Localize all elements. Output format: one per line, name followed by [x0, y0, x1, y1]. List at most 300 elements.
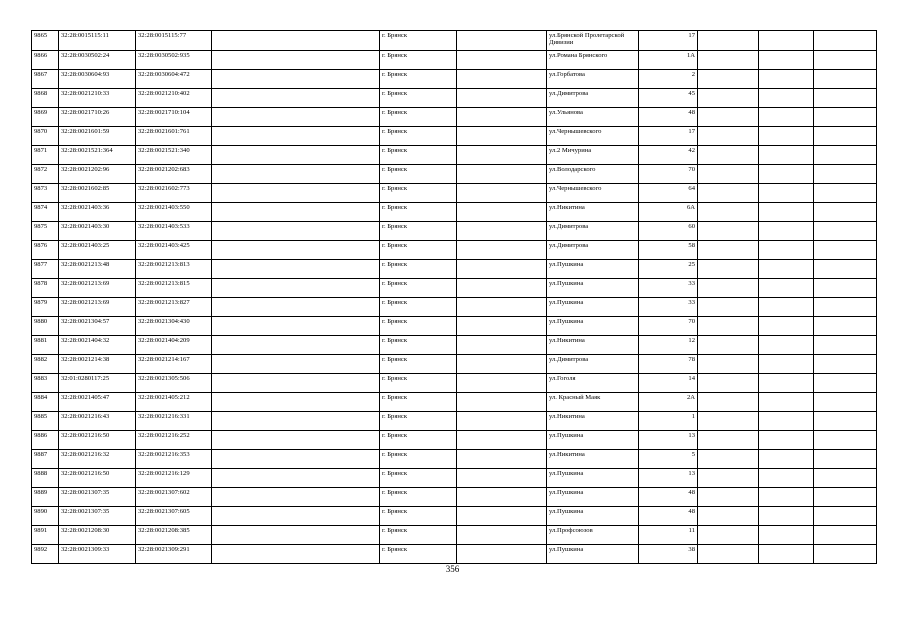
table-row [32, 526, 877, 545]
street-cell: ул.Романа Брянского [547, 51, 639, 70]
house-number-cell: 25 [639, 260, 698, 279]
cadastral-quarter-cell: 32:28:0021202:96 [59, 165, 136, 184]
empty-cell [212, 526, 380, 545]
house-number-cell: 14 [639, 374, 698, 393]
row-number-cell: 9869 [32, 108, 59, 127]
empty-cell [457, 374, 547, 393]
empty-cell [212, 374, 380, 393]
cadastral-number-cell: 32:28:0021214:167 [136, 355, 212, 374]
empty-cell [212, 165, 380, 184]
cadastral-number-cell: 32:28:0021405:212 [136, 393, 212, 412]
street-cell: ул.2 Мичурина [547, 146, 639, 165]
cadastral-quarter-cell: 32:28:0030502:24 [59, 51, 136, 70]
cadastral-quarter-cell: 32:28:0021601:59 [59, 127, 136, 146]
empty-cell [212, 412, 380, 431]
city-cell: г. Брянск [380, 374, 457, 393]
empty-cell [698, 89, 759, 108]
empty-cell [814, 431, 877, 450]
city-cell: г. Брянск [380, 507, 457, 526]
cadastral-number-cell: 32:28:0021403:550 [136, 203, 212, 222]
empty-cell [814, 165, 877, 184]
empty-cell [457, 412, 547, 431]
empty-cell [212, 203, 380, 222]
house-number-cell: 64 [639, 184, 698, 203]
street-cell: ул.Гоголя [547, 374, 639, 393]
empty-cell [759, 355, 814, 374]
empty-cell [814, 89, 877, 108]
table-row [32, 89, 877, 108]
row-number-cell: 9872 [32, 165, 59, 184]
cadastral-quarter-cell: 32:28:0021208:30 [59, 526, 136, 545]
cadastral-quarter-cell: 32:28:0021404:32 [59, 336, 136, 355]
table-row [32, 260, 877, 279]
empty-cell [457, 279, 547, 298]
street-cell: ул.Никитина [547, 203, 639, 222]
empty-cell [814, 507, 877, 526]
cadastral-number-cell: 32:28:0021710:104 [136, 108, 212, 127]
cadastral-quarter-cell: 32:28:0021403:25 [59, 241, 136, 260]
row-number-cell: 9868 [32, 89, 59, 108]
street-cell: ул.Пушкина [547, 317, 639, 336]
empty-cell [759, 374, 814, 393]
empty-cell [814, 412, 877, 431]
empty-cell [457, 298, 547, 317]
cadastral-quarter-cell: 32:28:0021521:364 [59, 146, 136, 165]
empty-cell [814, 526, 877, 545]
street-cell: ул.Володарского [547, 165, 639, 184]
row-number-cell: 9879 [32, 298, 59, 317]
cadastral-quarter-cell: 32:28:0021210:33 [59, 89, 136, 108]
empty-cell [212, 108, 380, 127]
row-number-cell: 9886 [32, 431, 59, 450]
row-number-cell: 9873 [32, 184, 59, 203]
empty-cell [759, 51, 814, 70]
cadastral-number-cell: 32:28:0021216:331 [136, 412, 212, 431]
empty-cell [814, 355, 877, 374]
house-number-cell: 58 [639, 241, 698, 260]
table-row [32, 507, 877, 526]
cadastral-quarter-cell: 32:28:0021216:50 [59, 469, 136, 488]
cadastral-quarter-cell: 32:28:0021213:69 [59, 298, 136, 317]
city-cell: г. Брянск [380, 51, 457, 70]
empty-cell [759, 165, 814, 184]
empty-cell [698, 374, 759, 393]
empty-cell [457, 31, 547, 51]
empty-cell [212, 355, 380, 374]
empty-cell [212, 89, 380, 108]
empty-cell [698, 184, 759, 203]
empty-cell [814, 203, 877, 222]
table-row [32, 203, 877, 222]
city-cell: г. Брянск [380, 241, 457, 260]
empty-cell [814, 393, 877, 412]
empty-cell [698, 317, 759, 336]
row-number-cell: 9871 [32, 146, 59, 165]
empty-cell [457, 70, 547, 89]
empty-cell [759, 393, 814, 412]
cadastral-quarter-cell: 32:28:0021304:57 [59, 317, 136, 336]
empty-cell [698, 241, 759, 260]
house-number-cell: 2А [639, 393, 698, 412]
house-number-cell: 17 [639, 31, 698, 51]
city-cell: г. Брянск [380, 488, 457, 507]
street-cell: ул.Пушкина [547, 279, 639, 298]
cadastral-quarter-cell: 32:28:0021214:38 [59, 355, 136, 374]
cadastral-number-cell: 32:28:0021403:425 [136, 241, 212, 260]
row-number-cell: 9888 [32, 469, 59, 488]
empty-cell [814, 374, 877, 393]
city-cell: г. Брянск [380, 165, 457, 184]
table-row [32, 184, 877, 203]
cadastral-quarter-cell: 32:28:0030604:93 [59, 70, 136, 89]
city-cell: г. Брянск [380, 89, 457, 108]
empty-cell [698, 507, 759, 526]
table-row [32, 108, 877, 127]
empty-cell [759, 260, 814, 279]
cadastral-number-cell: 32:28:0021210:402 [136, 89, 212, 108]
empty-cell [212, 184, 380, 203]
empty-cell [457, 260, 547, 279]
city-cell: г. Брянск [380, 469, 457, 488]
empty-cell [457, 165, 547, 184]
cadastral-number-cell: 32:28:0021601:761 [136, 127, 212, 146]
empty-cell [698, 70, 759, 89]
city-cell: г. Брянск [380, 146, 457, 165]
empty-cell [759, 317, 814, 336]
empty-cell [457, 526, 547, 545]
table-row [32, 412, 877, 431]
house-number-cell: 38 [639, 545, 698, 564]
cadastral-number-cell: 32:28:0021521:340 [136, 146, 212, 165]
table-row [32, 146, 877, 165]
row-number-cell: 9892 [32, 545, 59, 564]
empty-cell [759, 89, 814, 108]
table-row [32, 279, 877, 298]
street-cell: ул.Пушкина [547, 507, 639, 526]
empty-cell [457, 431, 547, 450]
empty-cell [212, 298, 380, 317]
empty-cell [457, 336, 547, 355]
empty-cell [814, 298, 877, 317]
city-cell: г. Брянск [380, 336, 457, 355]
empty-cell [814, 260, 877, 279]
city-cell: г. Брянск [380, 355, 457, 374]
empty-cell [698, 31, 759, 51]
row-number-cell: 9889 [32, 488, 59, 507]
house-number-cell: 60 [639, 222, 698, 241]
empty-cell [212, 393, 380, 412]
page-number: 356 [445, 564, 460, 574]
empty-cell [759, 545, 814, 564]
empty-cell [212, 146, 380, 165]
empty-cell [212, 450, 380, 469]
row-number-cell: 9875 [32, 222, 59, 241]
city-cell: г. Брянск [380, 393, 457, 412]
empty-cell [814, 450, 877, 469]
cadastral-number-cell: 32:28:0021404:209 [136, 336, 212, 355]
row-number-cell: 9881 [32, 336, 59, 355]
street-cell: ул.Горбатова [547, 70, 639, 89]
cadastral-quarter-cell: 32:28:0021307:35 [59, 488, 136, 507]
house-number-cell: 48 [639, 507, 698, 526]
row-number-cell: 9885 [32, 412, 59, 431]
city-cell: г. Брянск [380, 450, 457, 469]
empty-cell [457, 89, 547, 108]
empty-cell [212, 241, 380, 260]
street-cell: ул.Пушкина [547, 469, 639, 488]
city-cell: г. Брянск [380, 279, 457, 298]
cadastral-quarter-cell: 32:28:0021403:36 [59, 203, 136, 222]
empty-cell [698, 488, 759, 507]
street-cell: ул.Димитрова [547, 355, 639, 374]
house-number-cell: 1 [639, 412, 698, 431]
empty-cell [759, 108, 814, 127]
house-number-cell: 2 [639, 70, 698, 89]
empty-cell [457, 317, 547, 336]
empty-cell [698, 336, 759, 355]
cadastral-number-cell: 32:28:0030604:472 [136, 70, 212, 89]
table-row [32, 374, 877, 393]
table-row [32, 393, 877, 412]
table-row [32, 488, 877, 507]
table-row [32, 298, 877, 317]
table-row [32, 222, 877, 241]
street-cell: ул.Димитрова [547, 222, 639, 241]
row-number-cell: 9877 [32, 260, 59, 279]
empty-cell [814, 488, 877, 507]
empty-cell [814, 31, 877, 51]
street-cell: ул.Димитрова [547, 241, 639, 260]
empty-cell [212, 336, 380, 355]
row-number-cell: 9884 [32, 393, 59, 412]
house-number-cell: 33 [639, 298, 698, 317]
empty-cell [814, 241, 877, 260]
row-number-cell: 9883 [32, 374, 59, 393]
empty-cell [212, 431, 380, 450]
row-number-cell: 9870 [32, 127, 59, 146]
row-number-cell: 9867 [32, 70, 59, 89]
table-row [32, 165, 877, 184]
empty-cell [457, 203, 547, 222]
empty-cell [759, 450, 814, 469]
empty-cell [698, 260, 759, 279]
house-number-cell: 70 [639, 165, 698, 184]
empty-cell [814, 469, 877, 488]
table-row [32, 355, 877, 374]
empty-cell [457, 184, 547, 203]
city-cell: г. Брянск [380, 222, 457, 241]
cadastral-number-cell: 32:28:0030502:935 [136, 51, 212, 70]
cadastral-number-cell: 32:28:0021216:252 [136, 431, 212, 450]
empty-cell [698, 393, 759, 412]
row-number-cell: 9882 [32, 355, 59, 374]
empty-cell [759, 146, 814, 165]
empty-cell [212, 31, 380, 51]
cadastral-number-cell: 32:28:0015115:77 [136, 31, 212, 51]
house-number-cell: 33 [639, 279, 698, 298]
cadastral-quarter-cell: 32:28:0021405:47 [59, 393, 136, 412]
city-cell: г. Брянск [380, 412, 457, 431]
empty-cell [814, 336, 877, 355]
cadastral-quarter-cell: 32:28:0021213:69 [59, 279, 136, 298]
empty-cell [814, 317, 877, 336]
house-number-cell: 13 [639, 431, 698, 450]
empty-cell [759, 127, 814, 146]
empty-cell [212, 507, 380, 526]
empty-cell [212, 222, 380, 241]
empty-cell [457, 222, 547, 241]
empty-cell [212, 260, 380, 279]
empty-cell [698, 450, 759, 469]
empty-cell [759, 431, 814, 450]
empty-cell [457, 146, 547, 165]
empty-cell [759, 241, 814, 260]
street-cell: ул.Чернышевского [547, 127, 639, 146]
empty-cell [698, 469, 759, 488]
table-row [32, 51, 877, 70]
empty-cell [457, 51, 547, 70]
city-cell: г. Брянск [380, 203, 457, 222]
street-cell: ул.Брянской Пролетарской Дивизии [547, 31, 639, 51]
empty-cell [212, 51, 380, 70]
empty-cell [698, 545, 759, 564]
empty-cell [457, 108, 547, 127]
house-number-cell: 70 [639, 317, 698, 336]
cadastral-number-cell: 32:28:0021213:813 [136, 260, 212, 279]
cadastral-number-cell: 32:28:0021202:683 [136, 165, 212, 184]
street-cell: ул.Никитина [547, 450, 639, 469]
cadastral-quarter-cell: 32:28:0021213:48 [59, 260, 136, 279]
city-cell: г. Брянск [380, 184, 457, 203]
street-cell: ул.Пушкина [547, 260, 639, 279]
table-row [32, 545, 877, 564]
house-number-cell: 1А [639, 51, 698, 70]
cadastral-quarter-cell: 32:28:0021307:35 [59, 507, 136, 526]
table-row [32, 31, 877, 51]
city-cell: г. Брянск [380, 260, 457, 279]
street-cell: ул.Профсоюзов [547, 526, 639, 545]
empty-cell [698, 412, 759, 431]
empty-cell [698, 127, 759, 146]
empty-cell [212, 488, 380, 507]
cadastral-number-cell: 32:28:0021304:430 [136, 317, 212, 336]
empty-cell [698, 165, 759, 184]
street-cell: ул.Чернышевского [547, 184, 639, 203]
house-number-cell: 12 [639, 336, 698, 355]
city-cell: г. Брянск [380, 31, 457, 51]
cadastral-quarter-cell: 32:28:0015115:11 [59, 31, 136, 51]
empty-cell [698, 279, 759, 298]
table-row [32, 241, 877, 260]
empty-cell [759, 184, 814, 203]
empty-cell [759, 507, 814, 526]
cadastral-number-cell: 32:28:0021216:353 [136, 450, 212, 469]
cadastral-quarter-cell: 32:28:0021602:85 [59, 184, 136, 203]
empty-cell [457, 469, 547, 488]
empty-cell [759, 469, 814, 488]
house-number-cell: 48 [639, 488, 698, 507]
cadastral-number-cell: 32:28:0021602:773 [136, 184, 212, 203]
empty-cell [698, 108, 759, 127]
table-row [32, 450, 877, 469]
empty-cell [212, 317, 380, 336]
empty-cell [759, 526, 814, 545]
house-number-cell: 5 [639, 450, 698, 469]
house-number-cell: 13 [639, 469, 698, 488]
empty-cell [759, 70, 814, 89]
empty-cell [457, 507, 547, 526]
empty-cell [759, 336, 814, 355]
empty-cell [814, 70, 877, 89]
cadastral-quarter-cell: 32:28:0021403:30 [59, 222, 136, 241]
row-number-cell: 9876 [32, 241, 59, 260]
cadastral-quarter-cell: 32:28:0021216:43 [59, 412, 136, 431]
empty-cell [698, 51, 759, 70]
empty-cell [212, 279, 380, 298]
house-number-cell: 78 [639, 355, 698, 374]
house-number-cell: 17 [639, 127, 698, 146]
table-row [32, 317, 877, 336]
row-number-cell: 9865 [32, 31, 59, 51]
empty-cell [759, 31, 814, 51]
city-cell: г. Брянск [380, 108, 457, 127]
cadastral-quarter-cell: 32:28:0021309:33 [59, 545, 136, 564]
empty-cell [698, 355, 759, 374]
empty-cell [759, 222, 814, 241]
row-number-cell: 9878 [32, 279, 59, 298]
city-cell: г. Брянск [380, 545, 457, 564]
house-number-cell: 11 [639, 526, 698, 545]
empty-cell [814, 279, 877, 298]
empty-cell [212, 545, 380, 564]
empty-cell [698, 203, 759, 222]
empty-cell [457, 127, 547, 146]
street-cell: ул.Никитина [547, 336, 639, 355]
cadastral-number-cell: 32:28:0021307:605 [136, 507, 212, 526]
empty-cell [698, 222, 759, 241]
cadastral-quarter-cell: 32:28:0021216:50 [59, 431, 136, 450]
empty-cell [759, 488, 814, 507]
empty-cell [814, 127, 877, 146]
cadastral-number-cell: 32:28:0021216:129 [136, 469, 212, 488]
row-number-cell: 9891 [32, 526, 59, 545]
empty-cell [212, 127, 380, 146]
empty-cell [698, 526, 759, 545]
empty-cell [457, 450, 547, 469]
cadastral-quarter-cell: 32:28:0021216:32 [59, 450, 136, 469]
table-row [32, 127, 877, 146]
empty-cell [698, 146, 759, 165]
street-cell: ул.Никитина [547, 412, 639, 431]
street-cell: ул.Пушкина [547, 431, 639, 450]
registry-table [31, 30, 877, 564]
empty-cell [759, 203, 814, 222]
empty-cell [457, 545, 547, 564]
table-row [32, 431, 877, 450]
city-cell: г. Брянск [380, 298, 457, 317]
cadastral-number-cell: 32:28:0021213:827 [136, 298, 212, 317]
street-cell: ул.Пушкина [547, 298, 639, 317]
empty-cell [457, 355, 547, 374]
cadastral-number-cell: 32:28:0021403:533 [136, 222, 212, 241]
house-number-cell: 45 [639, 89, 698, 108]
house-number-cell: 42 [639, 146, 698, 165]
cadastral-quarter-cell: 32:01:0280117:25 [59, 374, 136, 393]
table-row [32, 336, 877, 355]
empty-cell [698, 431, 759, 450]
empty-cell [814, 108, 877, 127]
empty-cell [457, 241, 547, 260]
